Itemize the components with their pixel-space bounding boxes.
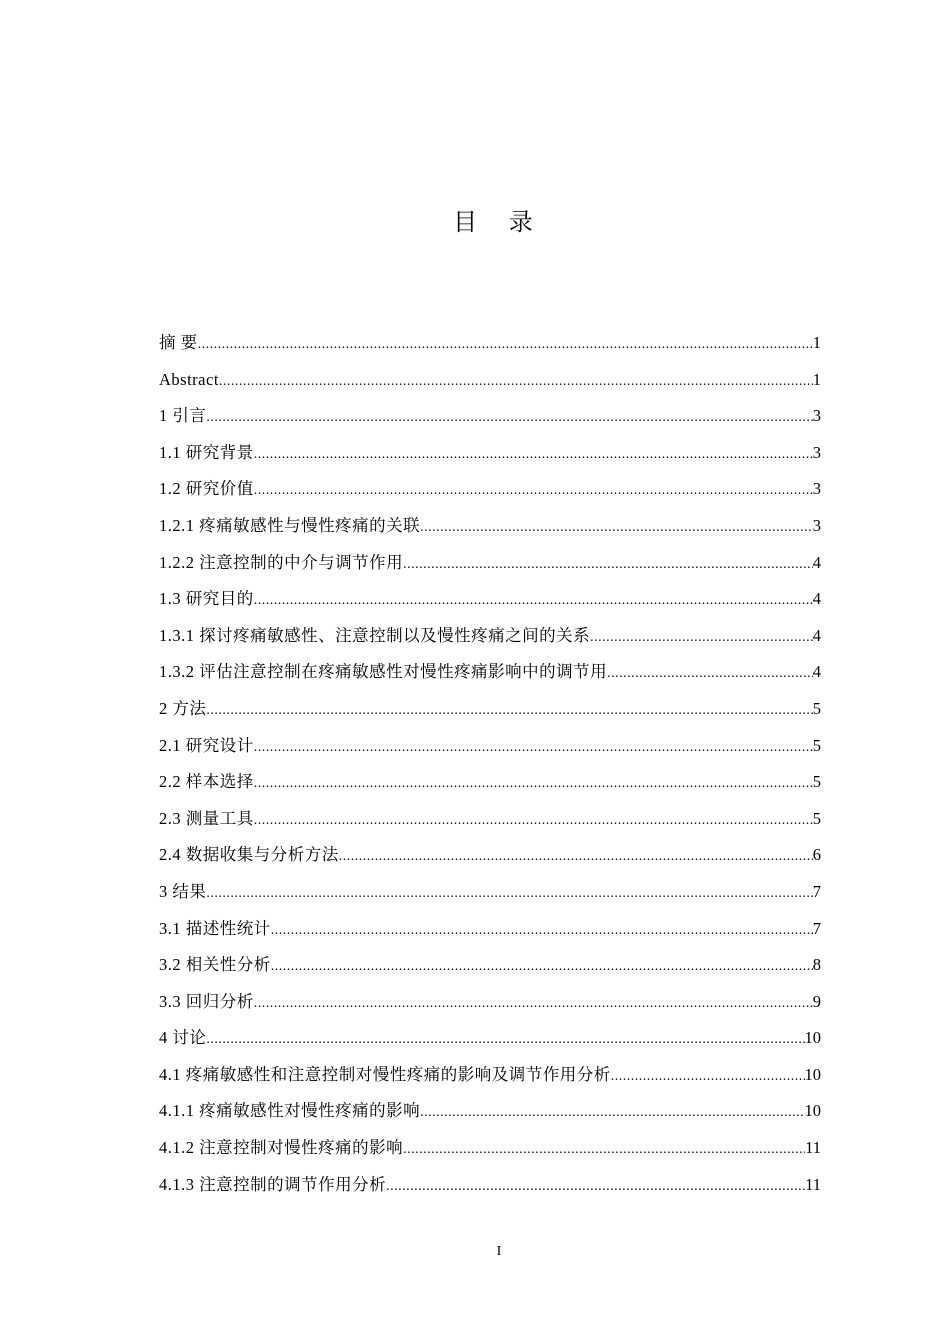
- toc-entry[interactable]: [159, 325, 821, 362]
- toc-entry-label: 3 结果: [159, 881, 207, 901]
- toc-dot-leader: [403, 1132, 805, 1169]
- toc-entry-label: 2 方法: [159, 698, 207, 718]
- toc-dot-leader: [611, 1059, 805, 1096]
- toc-entry-label: 1.2.2 注意控制的中介与调节作用: [159, 552, 404, 572]
- toc-entry-page-number: 4: [812, 625, 821, 645]
- toc-entry[interactable]: [159, 837, 821, 874]
- toc-entry-page-number: 3: [812, 515, 821, 535]
- toc-entry-page-number: 3: [812, 442, 821, 462]
- toc-entry[interactable]: [159, 654, 821, 691]
- toc-dot-leader: [386, 1169, 805, 1206]
- toc-entry-label: 2.2 样本选择: [159, 772, 254, 792]
- toc-entry-label: 2.4 数据收集与分析方法: [159, 845, 339, 865]
- toc-entry[interactable]: [159, 581, 821, 618]
- toc-entry-page-number: 8: [812, 955, 821, 975]
- toc-entry-label: 2.3 测量工具: [159, 808, 254, 828]
- toc-entry[interactable]: [159, 728, 821, 765]
- toc-dot-leader: [254, 730, 813, 767]
- toc-entry-label: 2.1 研究设计: [159, 735, 254, 755]
- toc-entry-label: 4 讨论: [159, 1028, 207, 1048]
- toc-entry-page-number: 4: [812, 552, 821, 572]
- toc-entry[interactable]: [159, 947, 821, 984]
- toc-entry[interactable]: [159, 874, 821, 911]
- toc-dot-leader: [420, 510, 813, 547]
- toc-entry[interactable]: [159, 691, 821, 728]
- toc-dot-leader: [254, 803, 813, 840]
- toc-entry-page-number: 1: [812, 333, 821, 352]
- toc-dot-leader: [206, 1022, 804, 1059]
- toc-entry[interactable]: [159, 984, 821, 1021]
- toc-dot-leader: [198, 327, 813, 364]
- toc-entry[interactable]: [159, 398, 821, 435]
- toc-entry[interactable]: [159, 1057, 821, 1094]
- page-number: I: [496, 1244, 502, 1259]
- toc-entry[interactable]: [159, 1130, 821, 1167]
- toc-entry-page-number: 3: [812, 479, 821, 499]
- toc-entry-label: 1.3 研究目的: [159, 589, 254, 609]
- toc-dot-leader: [590, 620, 813, 657]
- toc-entry-label: 1 引言: [159, 406, 207, 426]
- toc-dot-leader: [339, 839, 813, 876]
- toc-entry-label: 3.2 相关性分析: [159, 955, 271, 975]
- toc-entry[interactable]: [159, 1093, 821, 1130]
- page-title: 目 录: [453, 208, 545, 236]
- toc-entry-label: Abstract: [159, 369, 219, 389]
- toc-entry-label: 4.1 疼痛敏感性和注意控制对慢性疼痛的影响及调节作用分析: [159, 1064, 611, 1084]
- toc-entry-page-number: 4: [812, 662, 821, 682]
- toc-entry[interactable]: [159, 508, 821, 545]
- toc-entry-page-number: 10: [804, 1028, 821, 1048]
- toc-entry-label: 1.1 研究背景: [159, 442, 254, 462]
- toc-entry[interactable]: [159, 1167, 821, 1204]
- toc-dot-leader: [607, 656, 813, 693]
- toc-dot-leader: [206, 693, 812, 730]
- toc-dot-leader: [219, 364, 813, 401]
- toc-entry[interactable]: [159, 471, 821, 508]
- toc-entry-label: 1.2.1 疼痛敏感性与慢性疼痛的关联: [159, 515, 421, 535]
- toc-entry-page-number: 5: [812, 698, 821, 718]
- toc-entry-label: 1.2 研究价值: [159, 479, 254, 499]
- toc-entry-label: 1.3.2 评估注意控制在疼痛敏感性对慢性疼痛影响中的调节用: [159, 662, 608, 682]
- toc-dot-leader: [254, 473, 813, 510]
- toc-entry[interactable]: [159, 1020, 821, 1057]
- toc-entry[interactable]: [159, 618, 821, 655]
- toc-entry-page-number: 1: [812, 369, 821, 389]
- toc-entry-label: 3.3 回归分析: [159, 991, 254, 1011]
- toc-dot-leader: [420, 1095, 804, 1132]
- toc-entry-page-number: 4: [812, 589, 821, 609]
- toc-dot-leader: [254, 583, 813, 620]
- toc-dot-leader: [206, 876, 812, 913]
- toc-dot-leader: [254, 766, 813, 803]
- toc-entry-page-number: 5: [812, 808, 821, 828]
- toc-dot-leader: [271, 913, 813, 950]
- toc-entry-page-number: 11: [805, 1138, 821, 1158]
- table-of-contents: [159, 325, 821, 1203]
- toc-entry-label: 4.1.1 疼痛敏感性对慢性疼痛的影响: [159, 1101, 421, 1121]
- toc-dot-leader: [254, 437, 813, 474]
- toc-entry-page-number: 9: [812, 991, 821, 1011]
- toc-entry[interactable]: [159, 911, 821, 948]
- toc-entry[interactable]: [159, 764, 821, 801]
- toc-dot-leader: [403, 547, 813, 584]
- toc-entry-label: 1.3.1 探讨疼痛敏感性、注意控制以及慢性疼痛之间的关系: [159, 625, 591, 645]
- toc-entry-label: 摘 要: [159, 333, 198, 352]
- toc-dot-leader: [206, 400, 812, 437]
- toc-entry-page-number: 7: [812, 881, 821, 901]
- toc-entry-page-number: 10: [804, 1101, 821, 1121]
- toc-entry-page-number: 5: [812, 772, 821, 792]
- toc-dot-leader: [254, 986, 813, 1023]
- toc-entry-page-number: 6: [812, 845, 821, 865]
- toc-entry[interactable]: [159, 435, 821, 472]
- toc-dot-leader: [271, 949, 813, 986]
- toc-entry-page-number: 5: [812, 735, 821, 755]
- toc-entry-page-number: 3: [812, 406, 821, 426]
- toc-entry-page-number: 7: [812, 918, 821, 938]
- toc-entry-label: 4.1.3 注意控制的调节作用分析: [159, 1174, 387, 1194]
- toc-entry[interactable]: [159, 801, 821, 838]
- toc-entry-label: 3.1 描述性统计: [159, 918, 271, 938]
- toc-entry-page-number: 11: [805, 1174, 821, 1194]
- toc-entry[interactable]: [159, 545, 821, 582]
- toc-entry-page-number: 10: [804, 1064, 821, 1084]
- toc-entry-label: 4.1.2 注意控制对慢性疼痛的影响: [159, 1138, 404, 1158]
- toc-entry[interactable]: [159, 362, 821, 399]
